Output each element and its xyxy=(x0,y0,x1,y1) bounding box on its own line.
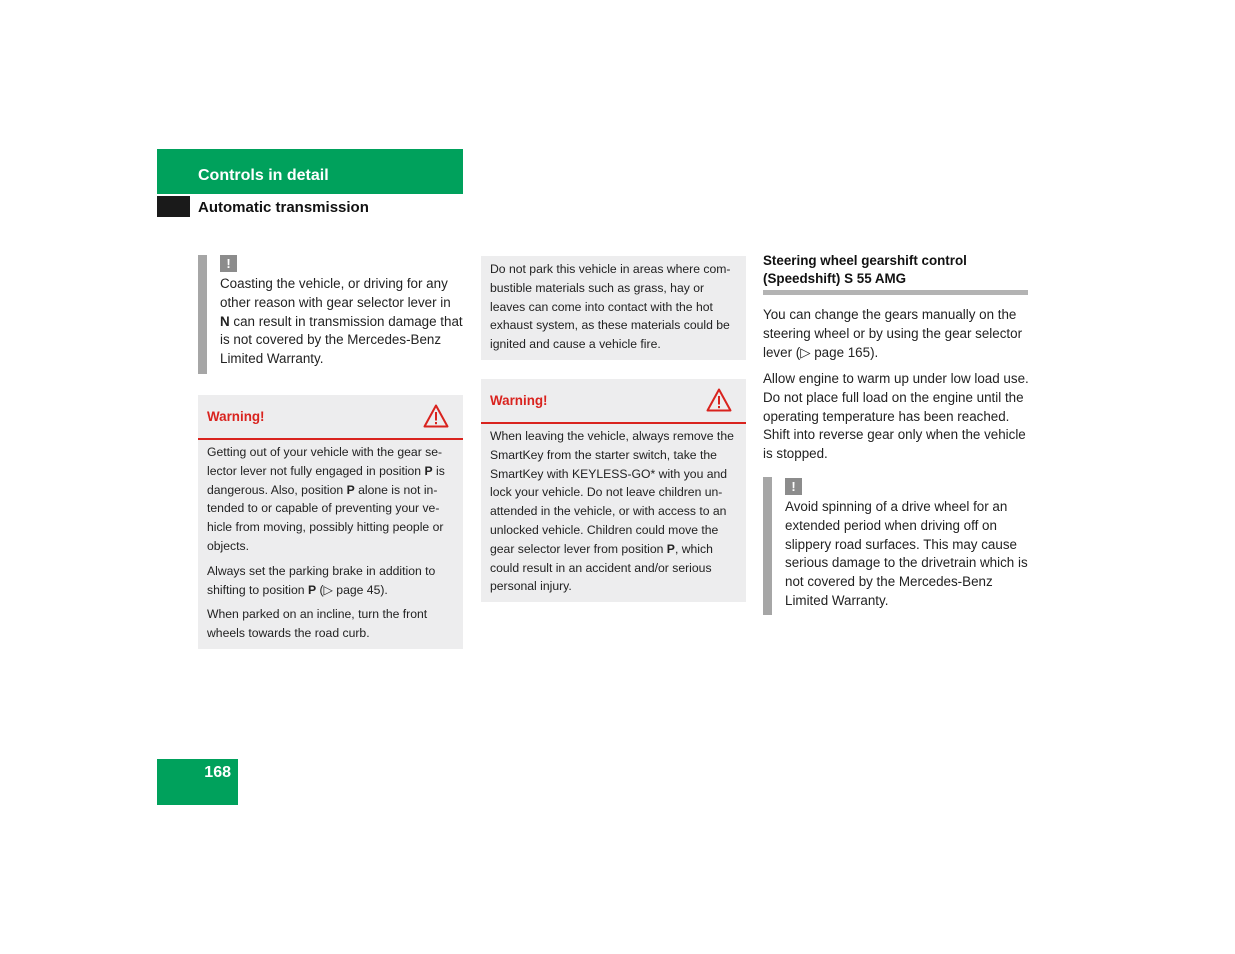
parking-warning-box xyxy=(198,395,463,649)
section-title: Controls in detail xyxy=(198,167,329,184)
warning-text xyxy=(207,443,455,643)
exclamation-icon: ! xyxy=(220,255,237,272)
warning-paragraph: Getting out of your vehicle with the gear se-lector lever not fully engaged in position P is dangerous. Also, position P alone is not in-tended to or capable of preventing your ve-hicle from moving, possibly hitting people or objects. xyxy=(207,445,445,553)
warning-header xyxy=(481,379,746,424)
heading-rule xyxy=(763,290,1028,295)
warning-header xyxy=(198,395,463,440)
subsection-marker xyxy=(157,196,190,217)
page-number: 168 xyxy=(204,764,231,781)
warning-triangle-icon xyxy=(706,388,732,412)
warning-paragraph: Always set the parking brake in addition to shifting to position P (▷ page 45). xyxy=(207,563,436,597)
children-warning-box xyxy=(481,379,746,602)
body-paragraph: You can change the gears manually on the steering wheel or by using the gear selector lever (▷ page 165). xyxy=(763,307,1023,360)
subsection-title: Automatic transmission xyxy=(198,199,369,216)
fire-hazard-box xyxy=(481,256,746,360)
warning-label: Warning! xyxy=(207,409,265,424)
note-bar xyxy=(198,255,207,374)
warning-text: When leaving the vehicle, always remove the SmartKey from the starter switch, take the SmartKey with KEYLESS-GO* with you and lock your vehicle. Do not leave children un-attended in the vehicle, or with access to an unlocked vehicle. Children could move the gear selector lever from position P, which could result in an accident and/or serious personal injury. xyxy=(490,429,734,594)
drive-wheel-note xyxy=(763,477,1029,615)
warning-triangle-icon xyxy=(423,404,449,428)
transmission-note xyxy=(198,255,463,374)
warning-paragraph: When parked on an incline, turn the front wheels towards the road curb. xyxy=(207,607,428,641)
info-text: Do not park this vehicle in areas where com-bustible materials such as grass, hay or leaves can come into contact with the hot exhaust system, as these materials could be ignited and cause a vehicle fire. xyxy=(490,262,731,352)
page-number-tab xyxy=(157,759,238,805)
note-text: Avoid spinning of a drive wheel for an extended period when driving off on slippery road surfaces. This may cause serious damage to the drivetrain which is not covered by the Mercedes-Benz Limited Warranty. xyxy=(785,499,1028,608)
body-paragraph: Allow engine to warm up under low load use. Do not place full load on the engine until the operating temperature has been reached. Shift into reverse gear only when the vehicle is stopped. xyxy=(763,371,1029,462)
note-text: Coasting the vehicle, or driving for any other reason with gear selector lever in N can result in transmission damage that is not covered by the Mercedes-Benz Limited Warranty. xyxy=(220,276,463,367)
note-bar xyxy=(763,477,772,615)
exclamation-icon: ! xyxy=(785,478,802,495)
section-heading: Steering wheel gearshift control (Speedshift) S 55 AMG xyxy=(763,253,967,286)
warning-label: Warning! xyxy=(490,393,548,408)
